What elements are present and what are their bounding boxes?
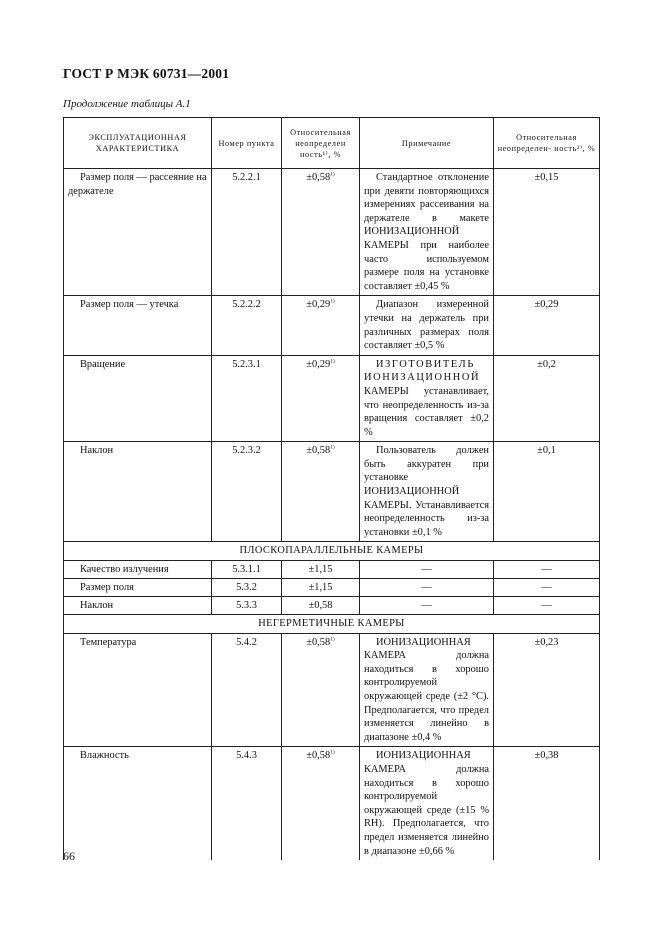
row-name: Температура [80, 636, 137, 648]
row-uncertainty-cell [282, 355, 360, 442]
row-note-cell [360, 747, 494, 860]
uncertainty-table [63, 117, 600, 860]
row-uncertainty: ±0,58 [306, 172, 331, 183]
row-uncertainty: ±1,15 [282, 579, 360, 597]
table-header-row [64, 118, 600, 169]
row-name-cell [64, 597, 212, 615]
table-row [64, 296, 600, 355]
row-name: Размер поля [80, 582, 134, 594]
footnote-mark: 1) [330, 444, 335, 451]
row-uncertainty-cell [282, 442, 360, 542]
row-relative: ±0,15 [494, 169, 600, 296]
row-name-cell [64, 633, 212, 747]
footnote-mark: 1) [330, 298, 335, 305]
row-note: ИОНИЗАЦИОННАЯ КАМЕРА должна находиться в хорошо контролируемой окружающей среде (±2 °С). Предполагается, что предел изменяется линейно в диапазоне ±0,4 % [364, 636, 489, 743]
table-row [64, 561, 600, 579]
document-title: ГОСТ Р МЭК 60731—2001 [63, 66, 230, 81]
row-name-cell [64, 169, 212, 296]
row-note-cell [360, 633, 494, 747]
row-note-cell [360, 296, 494, 355]
section-title-unsealed: НЕГЕРМЕТИЧНЫЕ КАМЕРЫ [64, 615, 600, 634]
row-name: Размер поля — утечка [80, 299, 179, 311]
row-name: Влажность [80, 750, 129, 762]
row-name: Качество излучения [80, 564, 169, 576]
row-name-cell [64, 747, 212, 860]
row-note: — [360, 597, 494, 615]
section-title-plane: ПЛОСКОПАРАЛЛЕЛЬНЫЕ КАМЕРЫ [64, 542, 600, 561]
row-name-cell [64, 579, 212, 597]
page-number: 66 [63, 849, 75, 863]
row-relative: ±0,38 [494, 747, 600, 860]
header-note: Примечание [360, 118, 494, 169]
header-relative-uncertainty-2: Относительная неопределен- ность²⁾, % [494, 118, 600, 169]
row-name-cell [64, 355, 212, 442]
row-name-cell [64, 561, 212, 579]
row-number: 5.3.3 [212, 597, 282, 615]
footnote-mark: 1) [330, 749, 335, 756]
row-note: КАМЕРЫ устанавливает, что неопределенность из-за вращения составляет ±0,2 % [364, 385, 489, 438]
row-relative: — [494, 561, 600, 579]
header-characteristic: ЭКСПЛУАТАЦИОННАЯ ХАРАКТЕРИСТИКА [64, 118, 212, 169]
row-note-spaced: ИЗГОТОВИТЕЛЬ ИОНИЗАЦИОННОЙ [364, 358, 481, 384]
row-note: — [360, 561, 494, 579]
row-number: 5.2.3.1 [212, 355, 282, 442]
header-item-number: Номер пункта [212, 118, 282, 169]
row-relative: ±0,2 [494, 355, 600, 442]
table-row [64, 169, 600, 296]
table-row [64, 747, 600, 860]
row-name: Наклон [80, 600, 114, 612]
row-number: 5.3.2 [212, 579, 282, 597]
header-relative-uncertainty: Относительная неопределен ность¹⁾, % [282, 118, 360, 169]
row-number: 5.4.2 [212, 633, 282, 747]
row-uncertainty: ±1,15 [282, 561, 360, 579]
row-uncertainty: ±0,58 [282, 597, 360, 615]
row-relative: — [494, 579, 600, 597]
row-note: Пользователь должен быть аккуратен при установке ИОНИЗАЦИОННОЙ КАМЕРЫ. Устанавливается неопределенность из-за установки ±0,1 % [364, 445, 489, 538]
row-uncertainty: ±0,58 [306, 445, 331, 457]
row-number: 5.3.1.1 [212, 561, 282, 579]
table-row [64, 579, 600, 597]
row-note-cell [360, 169, 494, 296]
footnote-mark: 1) [330, 636, 335, 643]
row-relative: — [494, 597, 600, 615]
section-header-row [64, 542, 600, 561]
row-note: — [360, 579, 494, 597]
row-relative: ±0,23 [494, 633, 600, 747]
row-note-cell [360, 442, 494, 542]
row-uncertainty: ±0,29 [306, 299, 331, 311]
table-row [64, 355, 600, 442]
table-caption: Продолжение таблицы А.1 [63, 98, 191, 110]
row-uncertainty-cell [282, 633, 360, 747]
row-number: 5.2.2.1 [212, 169, 282, 296]
row-name-cell [64, 442, 212, 542]
table-row [64, 633, 600, 747]
row-uncertainty-cell [282, 169, 360, 296]
row-uncertainty: ±0,58 [306, 750, 331, 762]
table-row [64, 442, 600, 542]
row-name: Размер поля — рассеяние на держателе [68, 172, 207, 197]
footnote-mark: 1) [330, 171, 335, 178]
section-header-row [64, 615, 600, 634]
footnote-mark: 1) [330, 358, 335, 365]
row-number: 5.2.3.2 [212, 442, 282, 542]
row-note: Стандартное отклонение при девяти повторяющихся измерениях рассеивания на держателе в макете ИОНИЗАЦИОННОЙ КАМЕРЫ при наиболее часто используемом размере поля на установке составляет ±0,45 % [364, 172, 489, 292]
row-note-cell [360, 355, 494, 442]
row-uncertainty: ±0,58 [306, 636, 331, 648]
table-row [64, 597, 600, 615]
row-name-cell [64, 296, 212, 355]
row-uncertainty-cell [282, 747, 360, 860]
row-uncertainty-cell [282, 296, 360, 355]
row-number: 5.2.2.2 [212, 296, 282, 355]
row-name: Наклон [80, 445, 114, 457]
row-number: 5.4.3 [212, 747, 282, 860]
row-uncertainty: ±0,29 [306, 358, 331, 370]
row-note: ИОНИЗАЦИОННАЯ КАМЕРА должна находиться в хорошо контролируемой окружающей среде (±15 % RH). Предполагается, что предел изменяется линейно в диапазоне ±0,66 % [364, 750, 489, 857]
row-relative: ±0,29 [494, 296, 600, 355]
row-note: Диапазон измеренной утечки на держатель при различных размерах поля составляет ±0,5 % [364, 299, 489, 352]
row-relative: ±0,1 [494, 442, 600, 542]
row-name: Вращение [80, 358, 126, 370]
